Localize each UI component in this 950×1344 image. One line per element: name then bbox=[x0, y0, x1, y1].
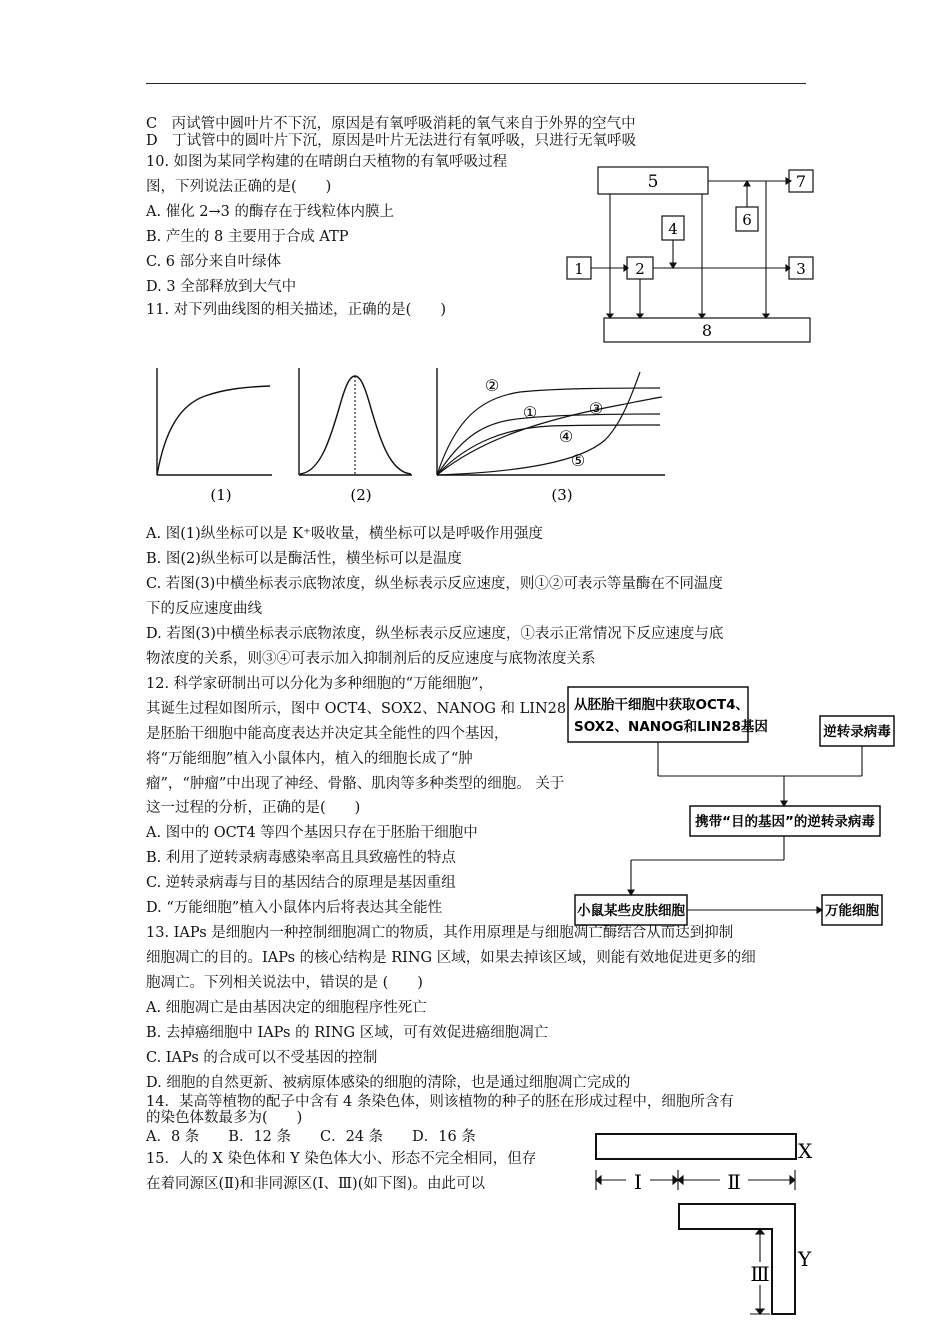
source-genes-line1: 从胚胎干细胞中获取OCT4、 bbox=[574, 697, 749, 713]
y-chromosome bbox=[679, 1204, 795, 1314]
text-line: C. 若图(3)中横坐标表示底物浓度，纵坐标表示反应速度，则①②可表示等量酶在不同温度 bbox=[146, 576, 723, 592]
text-line: B. 图(2)纵坐标可以是酶活性，横坐标可以是温度 bbox=[146, 551, 462, 567]
text-line: A. 图(1)纵坐标可以是 K⁺吸收量，横坐标可以是呼吸作用强度 bbox=[146, 526, 543, 542]
text-line: 细胞凋亡的目的。IAPs 的核心结构是 RING 区域，如果去掉该区域，则能有效地促进更多的细 bbox=[146, 950, 756, 966]
text-line: A．8 条 B．12 条 C．24 条 D．16 条 bbox=[146, 1129, 476, 1145]
text-line: C 丙试管中圆叶片不下沉，原因是有氧呼吸消耗的氧气来自于外界的空气中 bbox=[146, 116, 636, 132]
y-label: Y bbox=[798, 1247, 812, 1271]
box-7-label: 7 bbox=[795, 172, 807, 191]
curve-graphs bbox=[140, 360, 680, 510]
graph-3-caption: (3) bbox=[551, 486, 573, 504]
box-6-label: 6 bbox=[742, 211, 752, 229]
curve-label-1: ① bbox=[522, 403, 538, 422]
graph-1-caption: (1) bbox=[210, 486, 232, 504]
box-1-label: 1 bbox=[574, 260, 584, 278]
source-genes-line2: SOX2、NANOG和LIN28基因 bbox=[574, 719, 768, 735]
region-3-label: Ⅲ bbox=[750, 1262, 770, 1286]
curve-label-2: ② bbox=[484, 376, 500, 395]
region-1-label: Ⅰ bbox=[634, 1170, 642, 1194]
stem-cells-label: 万能细胞 bbox=[825, 903, 879, 919]
text-line: 是胚胎干细胞中能高度表达并决定其全能性的四个基因， bbox=[146, 726, 509, 742]
text-line: 瘤”，“肿瘤”中出现了神经、骨骼、肌肉等多种类型的细胞。 关于 bbox=[146, 776, 565, 792]
text-line: 将“万能细胞”植入小鼠体内，植入的细胞长成了“肿 bbox=[146, 751, 473, 767]
curve-label-3: ③ bbox=[588, 399, 604, 418]
curve-label-5: ⑤ bbox=[570, 451, 586, 470]
text-line: 12. 科学家研制出可以分化为多种细胞的“万能细胞”， bbox=[146, 676, 493, 692]
region-2-label: Ⅱ bbox=[727, 1170, 741, 1194]
graph-2 bbox=[299, 368, 412, 475]
box-5-label: 5 bbox=[647, 172, 659, 192]
text-line: 在着同源区(Ⅱ)和非同源区(Ⅰ、Ⅲ)(如下图)。由此可以 bbox=[146, 1176, 486, 1192]
text-line: D. 若图(3)中横坐标表示底物浓度，纵坐标表示反应速度，①表示正常情况下反应速度与底 bbox=[146, 626, 724, 642]
text-line: 下的反应速度曲线 bbox=[146, 601, 262, 617]
box-3-label: 3 bbox=[796, 260, 806, 278]
text-line: B. 利用了逆转录病毒感染率高且具致癌性的特点 bbox=[146, 850, 456, 866]
text-line: 的染色体数最多为( ) bbox=[146, 1110, 303, 1126]
text-line: A. 催化 2→3 的酶存在于线粒体内膜上 bbox=[146, 204, 395, 220]
x-label: X bbox=[798, 1139, 813, 1163]
text-line: B. 产生的 8 主要用于合成 ATP bbox=[146, 229, 349, 245]
carrier-virus-label: 携带“目的基因”的逆转录病毒 bbox=[695, 814, 875, 830]
text-line: 10. 如图为某同学构建的在晴朗白天植物的有氧呼吸过程 bbox=[146, 154, 508, 170]
region-arrows bbox=[596, 1170, 795, 1190]
text-line: D 丁试管中的圆叶片下沉，原因是叶片无法进行有氧呼吸，只进行无氧呼吸 bbox=[146, 133, 637, 149]
flow-arrows bbox=[591, 178, 791, 318]
text-line: D. 3 全部释放到大气中 bbox=[146, 279, 297, 295]
stem-cell-flowchart bbox=[560, 680, 900, 930]
box-8-label: 8 bbox=[701, 321, 713, 340]
text-line: 15．人的 X 染色体和 Y 染色体大小、形态不完全相同，但存 bbox=[146, 1151, 537, 1167]
graph-1 bbox=[157, 368, 272, 475]
text-line: B. 去掉癌细胞中 IAPs 的 RING 区域，可有效促进癌细胞凋亡 bbox=[146, 1025, 549, 1041]
graph-3 bbox=[437, 368, 665, 475]
text-line: 13. IAPs 是细胞内一种控制细胞凋亡的物质，其作用原理是与细胞凋亡酶结合从而达到抑制 bbox=[146, 925, 734, 941]
curve-label-4: ④ bbox=[558, 427, 574, 446]
text-line: 物浓度的关系，则③④可表示加入抑制剂后的反应速度与底物浓度关系 bbox=[146, 651, 596, 667]
skin-cells-label: 小鼠某些皮肤细胞 bbox=[577, 903, 685, 919]
box-2-label: 2 bbox=[635, 260, 645, 278]
graph-2-caption: (2) bbox=[350, 486, 372, 504]
text-line: A. 细胞凋亡是由基因决定的细胞程序性死亡 bbox=[146, 1000, 427, 1016]
text-line: 图，下列说法正确的是( ) bbox=[146, 179, 332, 195]
text-line: 这一过程的分析，正确的是( ) bbox=[146, 800, 361, 816]
text-line: 其诞生过程如图所示，图中 OCT4、SOX2、NANOG 和 LIN28 bbox=[146, 701, 567, 717]
text-line: C. 逆转录病毒与目的基因结合的原理是基因重组 bbox=[146, 875, 456, 891]
respiration-diagram bbox=[560, 160, 820, 350]
text-line: D. 细胞的自然更新、被病原体感染的细胞的清除，也是通过细胞凋亡完成的 bbox=[146, 1075, 631, 1091]
text-line: C. IAPs 的合成可以不受基因的控制 bbox=[146, 1050, 378, 1066]
text-line: 胞凋亡。下列相关说法中，错误的是 ( ) bbox=[146, 975, 423, 991]
header-rule bbox=[146, 83, 806, 84]
text-line: C. 6 部分来自叶绿体 bbox=[146, 254, 282, 270]
retrovirus-label: 逆转录病毒 bbox=[823, 724, 891, 740]
box-4-label: 4 bbox=[668, 220, 678, 238]
x-chromosome bbox=[596, 1134, 796, 1159]
text-line: 14．某高等植物的配子中含有 4 条染色体，则该植物的种子的胚在形成过程中，细胞所含有 bbox=[146, 1094, 734, 1110]
text-line: 11. 对下列曲线图的相关描述，正确的是( ) bbox=[146, 302, 446, 318]
xy-chromosome-diagram bbox=[590, 1128, 820, 1344]
text-line: D. “万能细胞”植入小鼠体内后将表达其全能性 bbox=[146, 900, 443, 916]
text-line: A. 图中的 OCT4 等四个基因只存在于胚胎干细胞中 bbox=[146, 825, 478, 841]
